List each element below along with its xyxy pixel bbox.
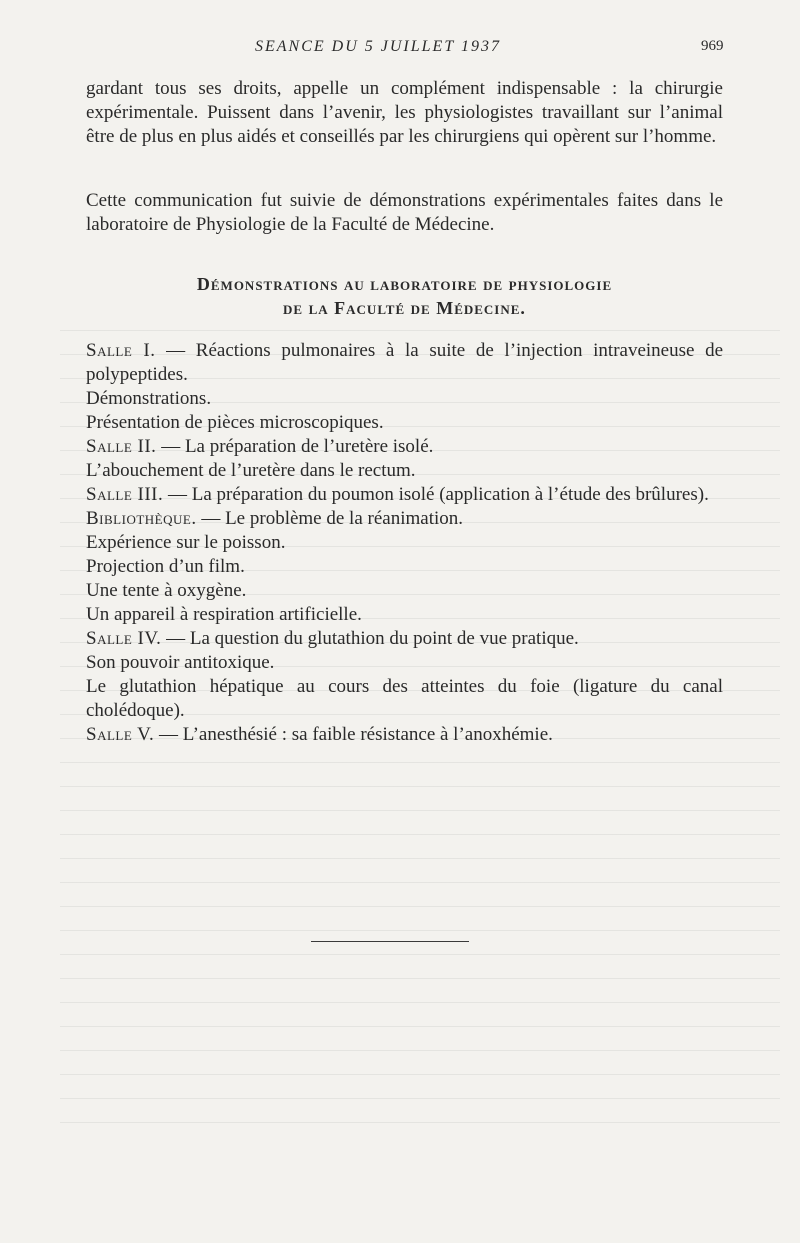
- item-text: — La préparation de l’uretère isolé.: [156, 436, 434, 457]
- list-item: [86, 723, 723, 747]
- list-item: [86, 651, 723, 675]
- list-item: [86, 411, 723, 435]
- running-head: SEANCE DU 5 JUILLET 1937: [255, 38, 501, 55]
- item-text: — Le problème de la réanimation.: [196, 508, 464, 529]
- paragraph-2: Cette communication fut suivie de démonstrations expérimentales faites dans le laboratoire de Physiologie de la Faculté de Médecine.: [86, 190, 723, 235]
- list-item: [86, 507, 723, 531]
- item-text: Expérience sur le poisson.: [86, 532, 286, 553]
- room-label: Salle I.: [86, 340, 156, 361]
- list-item: [86, 531, 723, 555]
- item-text: Démonstrations.: [86, 388, 212, 409]
- list-item: [86, 483, 723, 507]
- list-item: [86, 627, 723, 651]
- room-label: Salle II.: [86, 436, 157, 457]
- item-text: — La question du glutathion du point de vue pratique.: [161, 628, 579, 649]
- item-text: Le glutathion hépatique au cours des atteintes du foie (ligature du canal cholédoque).: [86, 676, 723, 721]
- list-item: [86, 459, 723, 483]
- end-rule: [311, 941, 469, 942]
- room-label: Salle III.: [86, 484, 164, 505]
- room-label: Salle V.: [86, 724, 155, 745]
- item-text: L’abouchement de l’uretère dans le rectum.: [86, 460, 416, 481]
- paragraph-1: gardant tous ses droits, appelle un complément indispensable : la chirurgie expérimentale. Puissent dans l’avenir, les physiologistes travaillant sur l’animal être de plus en plus aidés et conseillés par les chirurgiens qui opèrent sur l’homme.: [86, 78, 723, 147]
- item-text: Une tente à oxygène.: [86, 580, 247, 601]
- list-item: [86, 435, 723, 459]
- item-text: Un appareil à respiration artificielle.: [86, 604, 362, 625]
- item-text: — La préparation du poumon isolé (application à l’étude des brûlures).: [163, 484, 709, 505]
- item-text: Projection d’un film.: [86, 556, 245, 577]
- list-item: [86, 675, 723, 723]
- list-item: [86, 555, 723, 579]
- item-text: — L’anesthésié : sa faible résistance à l’anoxhémie.: [154, 724, 553, 745]
- section-title: [86, 272, 723, 320]
- section-title-line-1: Démonstrations au laboratoire de physiologie: [196, 274, 613, 294]
- room-label: Salle IV.: [86, 628, 162, 649]
- list-item: [86, 603, 723, 627]
- list-item: [86, 579, 723, 603]
- list-item: [86, 387, 723, 411]
- item-text: Présentation de pièces microscopiques.: [86, 412, 384, 433]
- section-title-line-2: de la Faculté de Médecine.: [283, 298, 526, 318]
- list-item: [86, 339, 723, 387]
- room-label: Bibliothèque.: [86, 508, 197, 529]
- page-number: 969: [701, 38, 724, 54]
- item-text: Son pouvoir antitoxique.: [86, 652, 275, 673]
- item-text: — Réactions pulmonaires à la suite de l’injection intraveineuse de polypeptides.: [86, 340, 723, 385]
- demonstration-list: [86, 339, 723, 747]
